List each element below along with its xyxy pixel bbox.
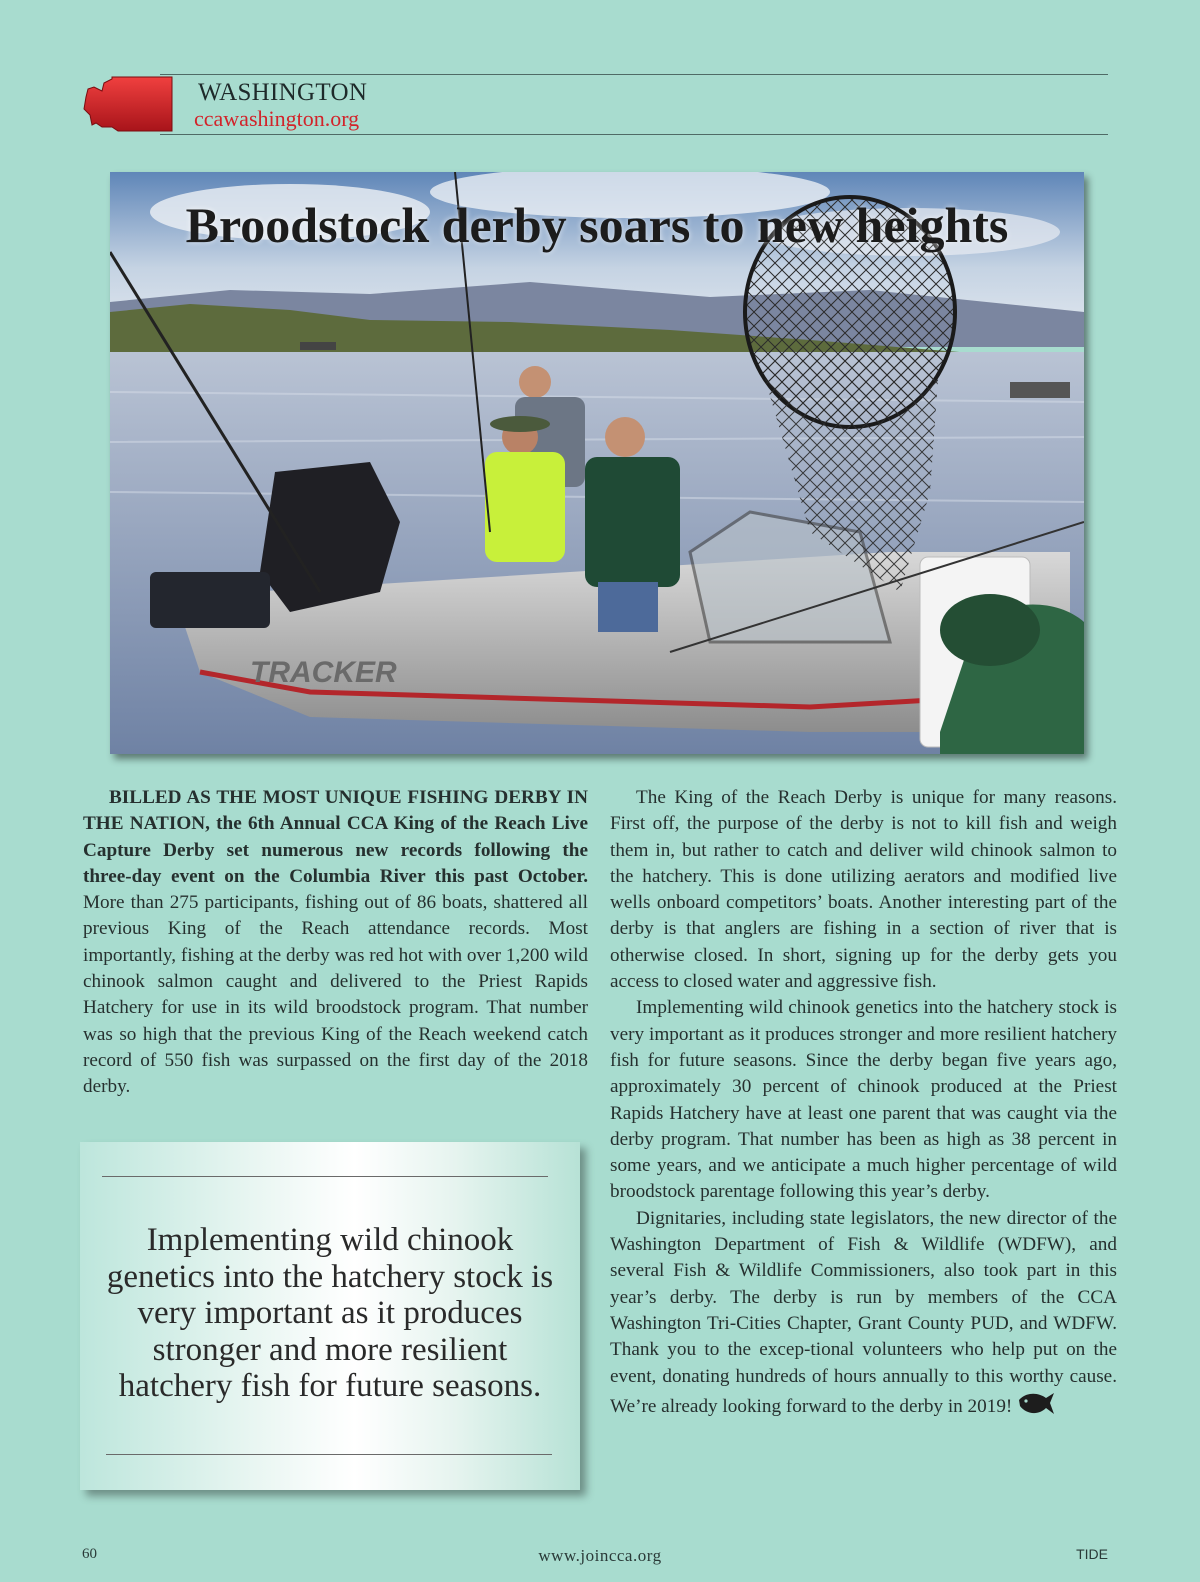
page-number: 60: [82, 1546, 97, 1562]
boat-brand-label: TRACKER: [250, 656, 397, 689]
article-lead-in: BILLED AS THE MOST UNIQUE FISHING DERBY IN THE NATION, the 6th Annual CCA King of the Reach Live Capture Derby set numerous new records following the three-day event on the Columbia River this past October.: [83, 787, 588, 887]
article-column-right: [610, 785, 1117, 1420]
fish-end-mark-icon: [1016, 1390, 1056, 1420]
article-headline: Broodstock derby soars to new heights: [185, 197, 1009, 253]
hero-photo: [110, 172, 1084, 754]
article-closing-text: Dignitaries, including state legislators, the new director of the Washington Department of Fish & Wildlife (WDFW), and several Fish & Wildlife Commissioners, also took part in this year’s derby. The derby is run by members of the CCA Washington Tri-Cities Chapter, Grant County PUD, and WDFW. Thank you to the excep-tional volunteers who help put on the event, donating hundreds of hours annually to this worthy cause. We’re already looking forward to the derby in 2019!: [610, 1207, 1117, 1417]
pull-quote-text: Implementing wild chinook genetics into the hatchery stock is very important as it produces stronger and more resilient hatchery fish for future seasons.: [106, 1222, 554, 1404]
article-paragraph: [83, 785, 588, 1101]
state-website-link[interactable]: ccawashington.org: [194, 106, 360, 131]
person-dark-jacket: [585, 457, 680, 587]
article-lead-body: More than 275 participants, fishing out of 86 boats, shattered all previous King of the Reach attendance records. Most importantly, fishing at the derby was red hot with over 1,200 wild chinook salmon caught and delivered to the Priest Rapids Hatchery for use in its wild broodstock program. That number was so high that the previous King of the Reach weekend catch record of 550 fish was surpassed on the first day of the 2018 derby.: [83, 892, 588, 1098]
footer-website-text[interactable]: www.joincca.org: [538, 1546, 662, 1565]
pull-quote-bottom-rule: [106, 1454, 552, 1455]
header-bottom-rule: [160, 134, 1108, 135]
article-paragraph: Implementing wild chinook genetics into the hatchery stock is very important as it produces stronger and more resilient hatchery fish for future seasons. Since the derby began five years ago, approximately 30 percent of chinook produced at the Priest Rapids Hatchery have at least one parent that was caught via the derby program. That number has been as high as 38 percent in some years, and we anticipate a much higher percentage of wild broodstock parentage following this year’s derby.: [610, 997, 1117, 1203]
spectator-hat: [940, 594, 1040, 666]
person-green-shirt: [485, 452, 565, 562]
outboard-motor: [260, 462, 400, 612]
article-paragraph: [610, 1206, 1117, 1420]
washington-state-shape-icon: [82, 75, 174, 133]
state-name: WASHINGTON: [198, 79, 368, 106]
magazine-name: TIDE: [1076, 1546, 1108, 1562]
fishing-boat-illustration: [110, 172, 1084, 754]
pull-quote-top-rule: [102, 1176, 548, 1177]
background-boat: [1010, 382, 1070, 398]
article-paragraph: The King of the Reach Derby is unique for many reasons. First off, the purpose of the derby is not to kill fish and weigh them in, but rather to catch and deliver wild chinook salmon to the hatchery. This is done utilizing aerators and modified live wells onboard competitors’ boats. Another interesting part of the derby is that anglers are fishing in a section of river that is otherwise closed. In short, signing up for the derby gets you access to closed water and aggressive fish.: [610, 787, 1117, 993]
footer-website-link: [0, 1546, 1200, 1566]
article-column-left: [83, 785, 588, 1101]
pull-quote-box: [80, 1142, 580, 1490]
header-top-rule: [160, 74, 1108, 75]
